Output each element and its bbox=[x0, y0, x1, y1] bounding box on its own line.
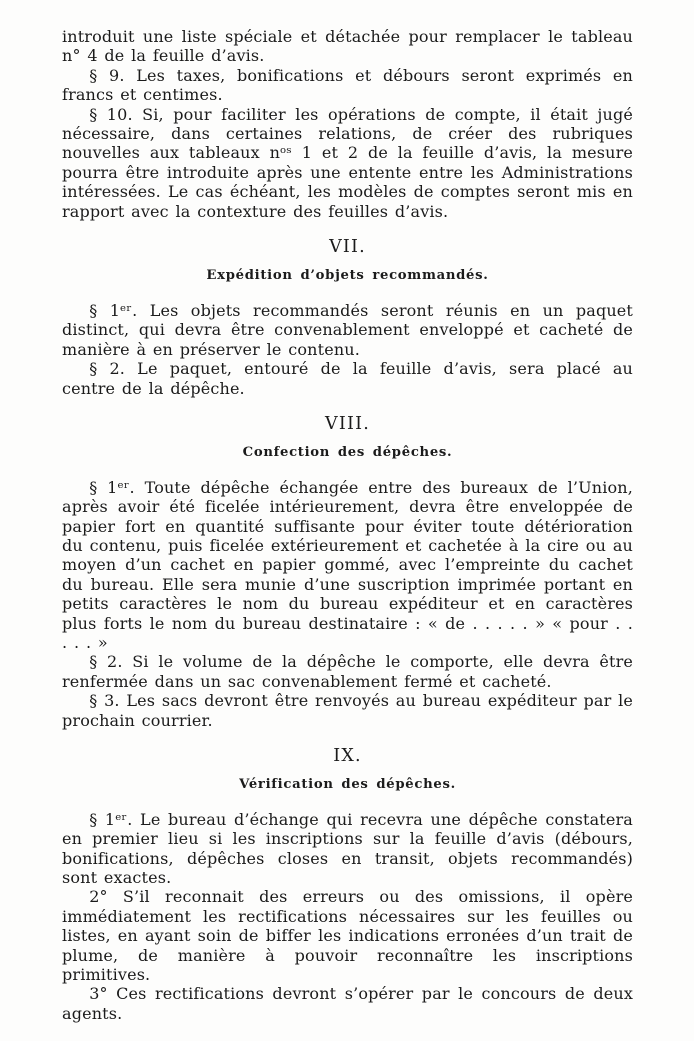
section-title-expedition: Expédition d’objets recommandés. bbox=[206, 268, 489, 284]
paragraph-vii-1: § 1ᵉʳ. Les objets recommandés seront réunis en un paquet distinct, qui devra être convenablement enveloppé et cacheté de manière à en préserver le contenu. bbox=[62, 300, 633, 359]
paragraph-ix-1: § 1ᵉʳ. Le bureau d’échange qui recevra une dépêche constatera en premier lieu si les inscriptions sur la feuille d’avis (débours, bonifications, dépêches closes en transit, objets recommandés) sont exactes. bbox=[62, 809, 633, 888]
paragraph-ix-3: 3° Ces rectifications devront s’opérer par le concours de deux agents. bbox=[62, 984, 633, 1023]
paragraph-sec9: § 9. Les taxes, bonifications et débours seront exprimés en francs et centimes. bbox=[62, 65, 633, 105]
paragraph-ix-2: 2° S’il reconnait des erreurs ou des omissions, il opère immédiatement les rectifications nécessaires sur les feuilles ou listes, en ayant soin de biffer les indications erronées d’un trait de plume, de manière à pouvoir reconnaître les inscriptions primitives. bbox=[62, 887, 633, 985]
section-title-confection: Confection des dépêches. bbox=[242, 445, 453, 461]
paragraph-viii-2: § 2. Si le volume de la dépêche le comporte, elle devra être renfermée dans un sac convenablement fermé et cacheté. bbox=[62, 652, 633, 691]
section-heading-viii: VIII. bbox=[325, 413, 370, 434]
paragraph-viii-3: § 3. Les sacs devront être renvoyés au bureau expéditeur par le prochain courrier. bbox=[62, 691, 633, 730]
section-heading-vii: VII. bbox=[329, 237, 366, 258]
section-heading-ix: IX. bbox=[333, 746, 362, 766]
section-title-verification: Vérification des dépêches. bbox=[239, 777, 456, 793]
paragraph-continuation: introduit une liste spéciale et détachée pour remplacer le tableau n° 4 de la feuille d’avis. bbox=[62, 27, 633, 66]
paragraph-viii-1: § 1ᵉʳ. Toute dépêche échangée entre des bureaux de l’Union, après avoir été ficelée intérieurement, devra être enveloppée de papier fort en quantité suffisante pour éviter toute détérioration du contenu, puis ficelée extérieurement et cachetée à la cire ou au moyen d’un cachet en papier gommé, avec l’empreinte du cachet du bureau. Elle sera munie d’une suscription imprimée portant en petits caractères le nom du bureau expéditeur et en caractères plus forts le nom du bureau destinataire : « de . . . . . » « pour . . . . . » bbox=[62, 477, 633, 652]
paragraph-vii-2: § 2. Le paquet, entouré de la feuille d’avis, sera placé au centre de la dépêche. bbox=[62, 359, 633, 398]
paragraph-sec10: § 10. Si, pour faciliter les opérations de compte, il était jugé nécessaire, dans certaines relations, de créer des rubriques nouvelles aux tableaux nᵒˢ 1 et 2 de la feuille d’avis, la mesure pourra être introduite après une entente entre les Administrations intéressées. Le cas échéant, les modèles de comptes seront mis en rapport avec la contexture des feuilles d’avis. bbox=[62, 104, 633, 221]
